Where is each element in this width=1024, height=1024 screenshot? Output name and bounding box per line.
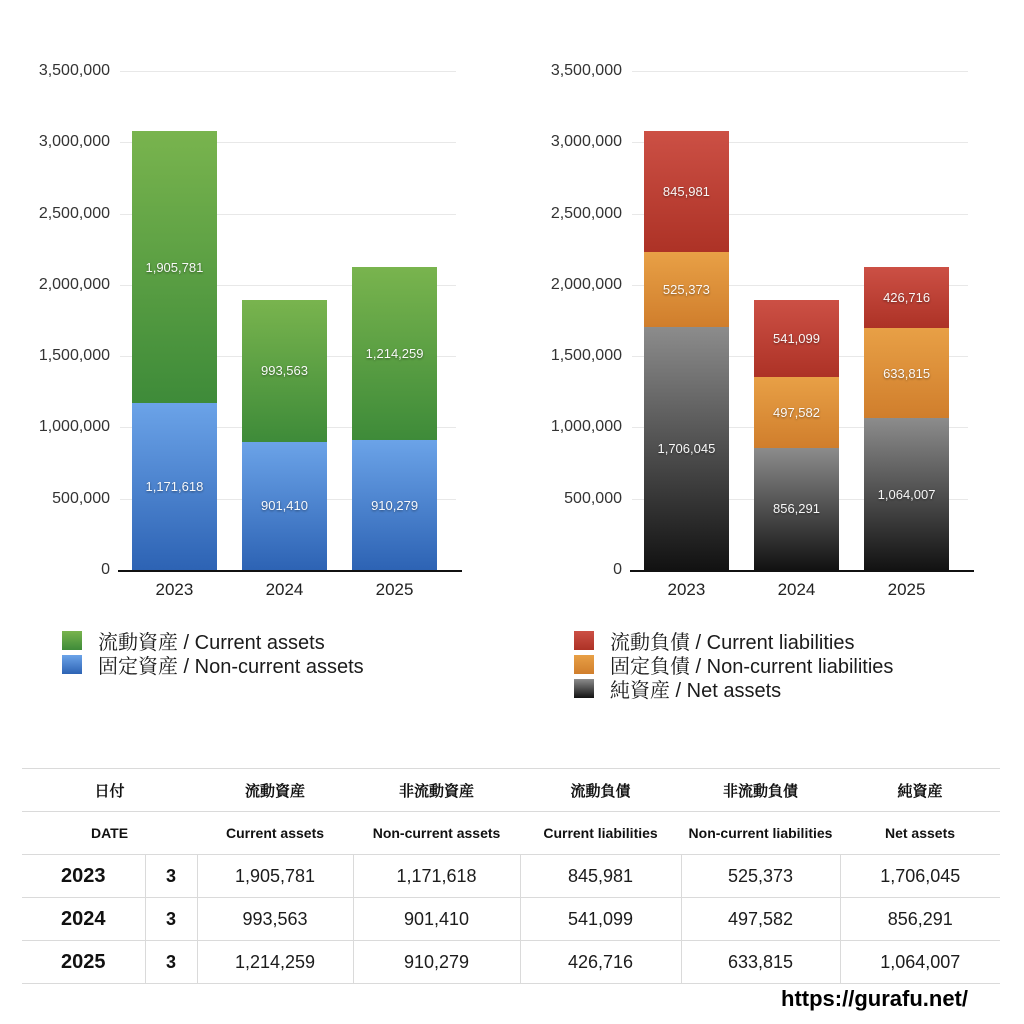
x-tick-label: 2024: [265, 580, 304, 599]
y-tick-label: 0: [613, 561, 622, 578]
plot-area: [630, 71, 974, 572]
bar-segment: [644, 131, 729, 252]
value-cell: 525,373: [681, 855, 840, 898]
bar-segment: [644, 252, 729, 327]
year-cell: 2023: [61, 864, 106, 887]
year-cell: 2024: [61, 907, 106, 930]
table-header-row: [22, 769, 1000, 812]
bar-value-label: 1,064,007: [877, 486, 936, 502]
legend: [62, 628, 364, 676]
bar-segment: [864, 267, 949, 328]
y-tick-label: 0: [101, 561, 110, 578]
month-cell: 3: [145, 941, 197, 984]
bar-segment: [242, 300, 327, 442]
value-cell: 1,905,781: [197, 855, 353, 898]
table-header-cell: Net assets: [884, 825, 956, 841]
value-cell: 1,706,045: [840, 855, 1000, 898]
legend-label: 流動資産 / Current assets: [98, 631, 325, 654]
bar-value-label: 993,563: [260, 363, 308, 379]
value-cell: 541,099: [520, 898, 681, 941]
legend-item: [62, 652, 364, 676]
table-header-row: [22, 812, 1000, 855]
balance-sheet-table: [22, 768, 1000, 984]
bar-value-label: 1,214,259: [365, 346, 424, 362]
table-row: [22, 898, 1000, 941]
y-tick-label: 3,500,000: [550, 62, 622, 79]
assets-stacked-bar-chart: [0, 40, 512, 740]
y-tick-label: 2,500,000: [550, 204, 622, 222]
bar-segment: [754, 448, 839, 570]
x-tick-label: 2023: [667, 580, 706, 599]
value-cell: 1,214,259: [197, 941, 353, 984]
bar-value-label: 541,099: [772, 330, 820, 346]
y-tick-label: 500,000: [52, 489, 110, 507]
bar-value-label: 910,279: [371, 497, 419, 513]
data-table: [22, 768, 1000, 984]
y-tick-label: 3,500,000: [38, 62, 110, 79]
table-header-cell: 流動資産: [245, 782, 306, 800]
legend-swatch: [574, 631, 594, 650]
bar-segment: [754, 377, 839, 448]
bar-value-label: 1,706,045: [657, 440, 716, 456]
legend-swatch: [62, 631, 82, 650]
gridline: [120, 71, 456, 72]
x-tick-label: 2025: [887, 580, 926, 599]
bar-value-label: 1,171,618: [145, 478, 204, 494]
y-tick-label: 2,000,000: [550, 275, 622, 293]
value-cell: 910,279: [353, 941, 520, 984]
table-header-cell: Current assets: [225, 825, 325, 841]
gridline: [632, 71, 968, 72]
legend-swatch: [574, 679, 594, 698]
bar-segment: [132, 131, 217, 403]
month-cell: 3: [145, 855, 197, 898]
bar-segment: [864, 418, 949, 570]
y-tick-label: 1,000,000: [38, 418, 110, 436]
legend-label: 固定資産 / Non-current assets: [98, 655, 364, 678]
value-cell: 845,981: [520, 855, 681, 898]
value-cell: 856,291: [840, 898, 1000, 941]
legend-label: 流動負債 / Current liabilities: [610, 631, 855, 654]
legend-item: [574, 628, 893, 652]
bar-value-label: 856,291: [772, 501, 820, 517]
value-cell: 1,171,618: [353, 855, 520, 898]
table-header-cell: 流動負債: [570, 782, 631, 800]
y-tick-label: 3,000,000: [550, 133, 622, 151]
liabilities-stacked-bar-chart: [512, 40, 1024, 740]
bar-value-label: 633,815: [883, 365, 931, 381]
bar-segment: [754, 300, 839, 377]
value-cell: 1,064,007: [840, 941, 1000, 984]
legend-swatch: [574, 655, 594, 674]
bar-value-label: 497,582: [772, 404, 820, 420]
table-row: [22, 855, 1000, 898]
source-url: https://gurafu.net/: [781, 986, 968, 1011]
bar-segment: [242, 442, 327, 571]
bar-segment: [352, 440, 437, 570]
y-tick-label: 3,000,000: [38, 133, 110, 151]
bar-value-label: 426,716: [883, 290, 931, 306]
value-cell: 901,410: [353, 898, 520, 941]
x-tick-label: 2025: [375, 580, 414, 599]
legend-item: [574, 652, 893, 676]
legend: [574, 628, 893, 700]
table-header-cell: Current liabilities: [543, 825, 658, 841]
bar-value-label: 1,905,781: [145, 259, 204, 275]
value-cell: 993,563: [197, 898, 353, 941]
legend-item: [62, 628, 364, 652]
table-row: [22, 941, 1000, 984]
table-header-cell: 非流動資産: [399, 782, 475, 800]
y-tick-label: 2,500,000: [38, 204, 110, 222]
bar-segment: [352, 267, 437, 440]
value-cell: 633,815: [681, 941, 840, 984]
bar-value-label: 525,373: [662, 281, 710, 297]
table-header-cell: 非流動負債: [723, 782, 799, 800]
year-cell: 2025: [61, 950, 106, 973]
y-tick-label: 2,000,000: [38, 275, 110, 293]
legend-label: 固定負債 / Non-current liabilities: [610, 655, 894, 678]
value-cell: 426,716: [520, 941, 681, 984]
table-header-cell: 日付: [94, 782, 125, 800]
legend-swatch: [62, 655, 82, 674]
table-header-cell: DATE: [90, 825, 129, 841]
value-cell: 497,582: [681, 898, 840, 941]
y-tick-label: 500,000: [564, 489, 622, 507]
bar-segment: [864, 328, 949, 418]
bar-value-label: 901,410: [260, 498, 308, 514]
plot-area: [118, 71, 462, 572]
table-header-cell: 純資産: [897, 782, 943, 800]
bar-segment: [132, 403, 217, 570]
legend-label: 純資産 / Net assets: [610, 679, 782, 702]
legend-item: [574, 676, 893, 700]
bar-value-label: 845,981: [662, 184, 710, 200]
month-cell: 3: [145, 898, 197, 941]
x-tick-label: 2023: [155, 580, 194, 599]
y-tick-label: 1,500,000: [550, 347, 622, 365]
table-header-cell: Non-current liabilities: [688, 825, 833, 841]
y-tick-label: 1,500,000: [38, 347, 110, 365]
bar-segment: [644, 327, 729, 570]
table-header-cell: Non-current assets: [372, 825, 501, 841]
x-tick-label: 2024: [777, 580, 816, 599]
y-tick-label: 1,000,000: [550, 418, 622, 436]
